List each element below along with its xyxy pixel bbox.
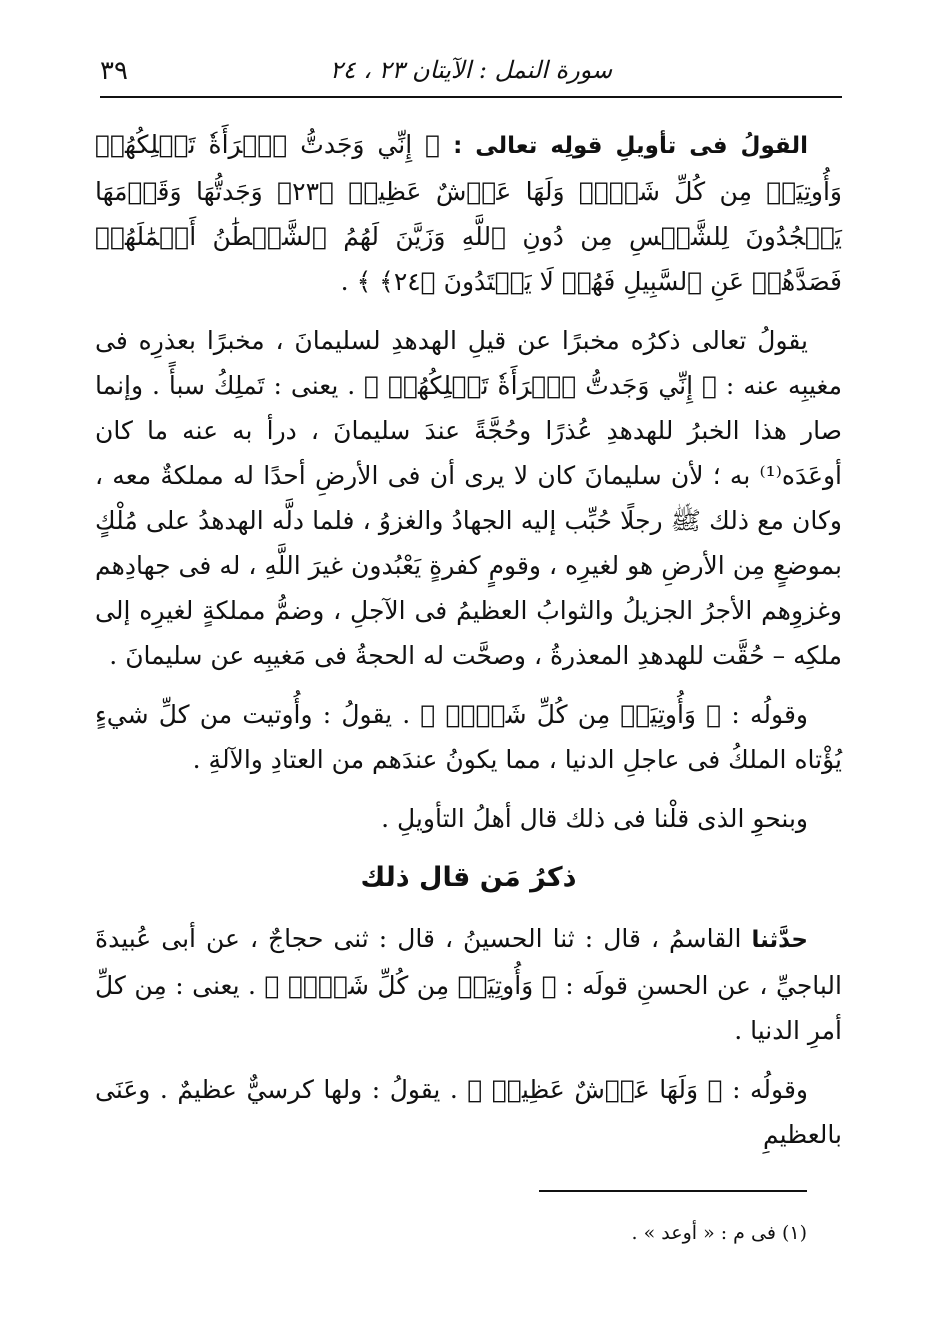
- footnote: (١) فى م : « أوعد » .: [631, 1222, 807, 1244]
- quran-verse: ﴿ إِنِّي وَجَدتُّ ٱمۡرَأَةٗ تَمۡلِكُهُمۡ وَأُوتِيَتۡ مِن كُلِّ شَيۡءٖ وَلَهَا عَرۡشٌ عَظِيمٞ ﴿٢٣﴾ وَجَدتُّهَا وَقَوۡمَهَا يَسۡجُدُونَ لِلشَّمۡسِ مِن دُونِ ٱللَّهِ وَزَيَّنَ لَهُمُ ٱلشَّيۡطَٰنُ أَعۡمَٰلَهُمۡ فَصَدَّهُمۡ عَنِ ٱلسَّبِيلِ فَهُمۡ لَا يَهۡتَدُونَ ﴿٢٤﴾ ﴾ .: [95, 130, 842, 296]
- paragraph-narration: [95, 916, 842, 1053]
- narration-text: القاسمُ ، قال : ثنا الحسينُ ، قال : ثنى حجاجٌ ، عن أبى عُبيدةَ الباجيِّ ، عن الحسنِ قولَه : ﴿ وَأُوتِيَتۡ مِن كُلِّ شَيۡءٖ ﴾ . يعنى : مِن كلِّ أمرِ الدنيا .: [95, 924, 842, 1045]
- footnote-divider: [539, 1190, 807, 1192]
- paragraph-commentary-4: وقولُه : ﴿ وَلَهَا عَرۡشٌ عَظِيمٞ ﴾ . يقولُ : ولها كرسيٌّ عظيمٌ . وعَنَى بالعظيمِ: [95, 1075, 842, 1149]
- paragraph-commentary-2: وقولُه : ﴿ وَأُوتِيَتۡ مِن كُلِّ شَيۡءٖ ﴾ . يقولُ : وأُوتيت من كلِّ شيءٍ يُؤْتاه الملكُ فى عاجلِ الدنيا ، مما يكونُ عندَهم من العتادِ والآلةِ .: [95, 700, 842, 774]
- paragraph-verse-intro: [95, 122, 842, 304]
- narration-lead: حدَّثنا: [751, 927, 808, 953]
- paragraph-lead: القولُ فى تأويلِ قولِه تعالى :: [453, 133, 808, 159]
- paragraph-commentary-3: وبنحوِ الذى قلْنا فى ذلك قال أهلُ التأويلِ .: [381, 804, 808, 833]
- paragraph-commentary: يقولُ تعالى ذكرُه مخبرًا عن قيلِ الهدهدِ لسليمانَ ، مخبرًا بعذرِه فى مغيبِه عنه : ﴿ إِنِّي وَجَدتُّ ٱمۡرَأَةٗ تَمۡلِكُهُمۡ ﴾ . يعنى : تَملِكُ سبأً . وإنما صار هذا الخبرُ للهدهدِ عُذرًا وحُجَّةً عندَ سليمانَ ، درأ به عنه ما كان أوعَدَه⁽¹⁾ به ؛ لأن سليمانَ كان لا يرى أن فى الأرضِ أحدًا له مملكةٌ معه ، وكان مع ذلك ﷺ رجلًا حُبِّب إليه الجهادُ والغزوُ ، فلما دلَّه الهدهدُ على مُلْكٍ بموضعٍ مِن الأرضِ هو لغيرِه ، وقومٍ كفرةٍ يَعْبُدون غيرَ اللَّهِ ، له فى جهادِهم وغزوِهم الأجرُ الجزيلُ والثوابُ العظيمُ فى الآجلِ ، وضمُّ مملكةٍ لغيرِه إلى ملكِه – حُقَّت للهدهدِ المعذرةُ ، وصحَّت له الحجةُ فى مَغيبِه عن سليمانَ .: [95, 326, 842, 670]
- section-heading: ذكرُ مَن قال ذلك: [360, 862, 577, 893]
- body-text: [95, 122, 842, 1171]
- running-title: سورة النمل : الآيتان ٢٣ ، ٢٤: [329, 56, 613, 84]
- page-header: [100, 50, 842, 98]
- page-number: ٣٩: [100, 56, 128, 86]
